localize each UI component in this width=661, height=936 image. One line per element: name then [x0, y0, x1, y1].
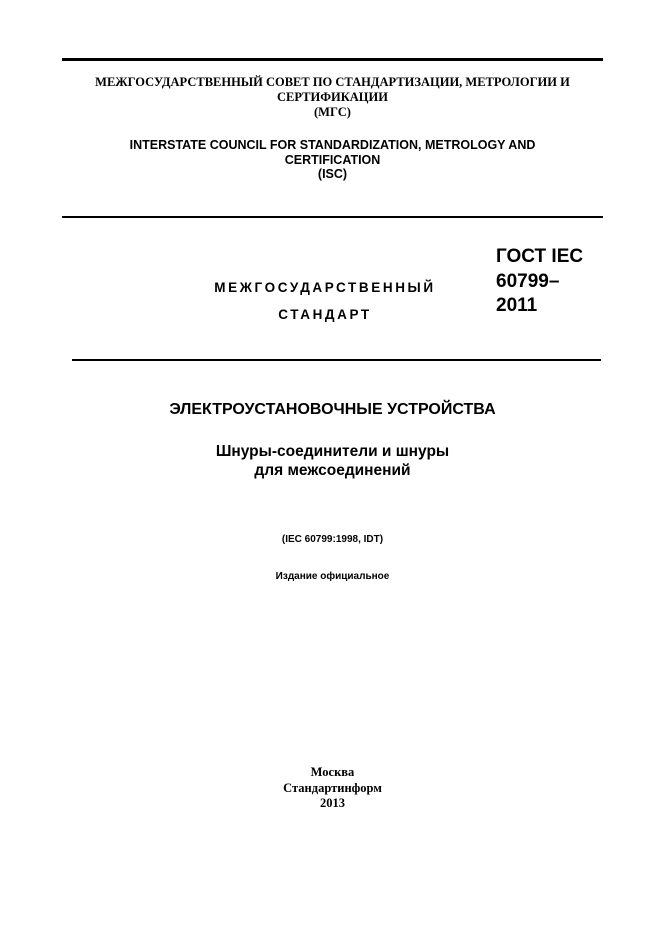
lower-divider: [72, 359, 601, 361]
designation-line3: 2011: [496, 295, 538, 316]
council-ru-abbr: (МГС): [314, 105, 351, 119]
council-ru-line2: СЕРТИФИКАЦИИ: [277, 90, 388, 104]
document-title: ЭЛЕКТРОУСТАНОВОЧНЫЕ УСТРОЙСТВА: [169, 401, 496, 418]
subtitle-line1: Шнуры-соединители и шнуры: [215, 443, 450, 460]
council-name-ru: [62, 75, 603, 120]
standard-type-line2: СТАНДАРТ: [278, 307, 372, 322]
document-subtitle: [62, 442, 603, 480]
standard-designation: [496, 245, 606, 319]
iec-reference: (IEC 60799:1998, IDT): [281, 534, 384, 545]
imprint-publisher: Стандартинформ: [283, 780, 382, 795]
designation-line1: ГОСТ IEC: [496, 246, 584, 267]
subtitle-line2: для межсоединений: [254, 462, 411, 479]
middle-divider: [62, 216, 603, 218]
edition-note: Издание официальное: [275, 571, 390, 582]
standard-type-line1: МЕЖГОСУДАРСТВЕННЫЙ: [214, 280, 436, 295]
imprint-city: Москва: [310, 765, 355, 779]
council-ru-line1: МЕЖГОСУДАРСТВЕННЫЙ СОВЕТ ПО СТАНДАРТИЗАЦИИ, МЕТРОЛОГИИ И: [95, 75, 570, 89]
council-en-line2: CERTIFICATION: [284, 152, 381, 167]
publisher-imprint: [62, 765, 603, 812]
council-en-abbr: (ISC): [317, 167, 348, 181]
imprint-year: 2013: [320, 796, 345, 810]
designation-line2: 60799–: [496, 270, 560, 292]
council-en-line1: INTERSTATE COUNCIL FOR STANDARDIZATION, METROLOGY AND: [129, 138, 536, 152]
top-divider: [62, 58, 603, 61]
council-name-en: [62, 138, 603, 182]
